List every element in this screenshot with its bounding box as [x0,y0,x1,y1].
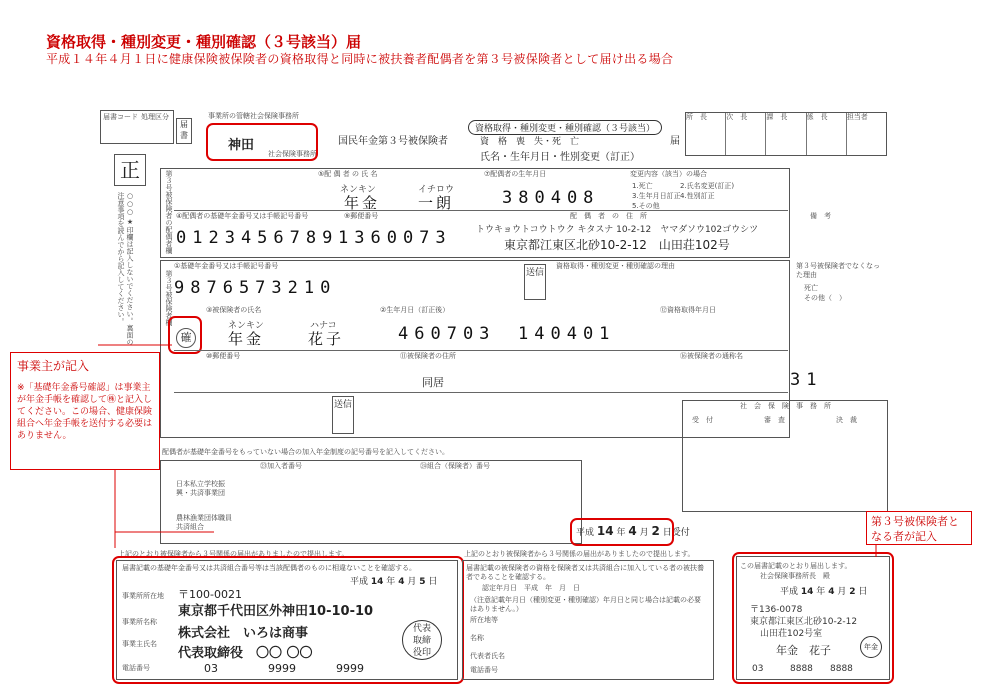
main-title-circled: 資格取得・種別変更・種別確認（３号該当） [468,120,662,135]
employer-rep-label: 事業主氏名 [122,640,157,648]
approval-4: 係 長 [807,113,847,155]
approval-2: 次 長 [726,113,766,155]
seal-line-3: 役印 [412,648,431,658]
seal-line-2: 取締 [412,636,431,646]
employer-rep: 代表取締役 〇〇 〇〇 [178,646,313,661]
insured-tel-2: 8888 [790,664,813,674]
employer-postal-label: 事業所所在地 [122,592,164,600]
employer-tel-label: 電話番号 [122,664,150,672]
middle-note: （注意記載年月日（種別変更・種別確認）年月日と同じ場合は記載の必要はありません。） [470,596,701,613]
insured-address-2: 山田荘102号室 [760,629,823,639]
emp-date-mu: 月 [407,577,417,587]
middle-date-line: 認定年月日 平成 年 月 日 [482,584,580,592]
received-day: 2 [651,524,660,538]
employer-callout [10,352,160,470]
ins-date-du: 日 [858,587,868,597]
spouse-dob: 380408 [502,188,600,208]
tokurei-value: 31 [790,370,823,390]
spouse-section-label: 第３号被保険者の配偶者欄 [165,170,173,254]
page-title: 資格取得・種別変更・種別確認（３号該当）届 [46,33,362,51]
soushin-box-1: 送信 [524,264,546,300]
insured-address-1: 東京都江東区北砂10-2-12 [750,617,858,627]
received-year: 14 [596,524,614,538]
insured-intro: この届書記載のとおり届出します。 [740,562,852,570]
emp-date-year: 14 [370,577,384,587]
soushin-box-2: 送信 [332,396,354,434]
insured-to: 社会保険事務所長 殿 [760,572,830,580]
change-option-3: 3.生年月日訂正 [632,192,681,200]
spouse-name-label: ⑤配 偶 者 の 氏 名 [318,170,378,178]
kyousai-col-1: ㉓加入者番号 [260,462,302,470]
middle-row-4: 電話番号 [470,666,498,674]
insured-postal: 〒136-0078 [750,605,803,615]
ins-date-year: 14 [800,587,814,597]
spouse-pension-no: 0123456789 [176,228,339,248]
main-title-line2: 氏名・生年月日・性別変更（訂正） [480,152,640,163]
change-option-4: 4.性別訂正 [680,192,715,200]
received-month-unit: 月 [639,528,649,538]
emp-date-du: 日 [428,577,438,587]
spouse-kana-mei: イチロウ [418,185,455,195]
approval-5: 担当者 [846,113,868,121]
received-day-unit: 日受付 [662,528,690,538]
employer-callout-title: 事業主が記入 [17,359,90,373]
insured-pension-no: 9876573210 [174,278,337,298]
employer-name-label: 事業所名称 [122,618,157,626]
insured-seal: 年金 [860,636,882,658]
received-month: 4 [628,524,637,538]
insured-tel-3: 8888 [830,664,853,674]
approval-1: 所 長 [686,113,726,155]
insured-section-label: 第３号被保険者欄 [165,270,173,326]
received-era: 平成 [576,528,595,538]
ins-date-yu: 年 [816,587,826,597]
main-title-rest: 資 格 喪 失・死 亡 [480,137,580,147]
middle-confirm: 届書記載の被保険者の資格を保険者又は共済組合に加入している者の被扶養者であることを確認する。 [466,564,704,581]
change-option-2: 2.氏名変更(訂正) [680,182,735,190]
emp-date-era: 平成 [350,577,369,587]
reason-label: 資格取得・種別変更・種別確認の理由 [556,262,675,270]
insured-sign-name: 年金 花子 [776,644,831,657]
insured-address-label: ⑪被保険者の住所 [400,352,456,360]
employer-intro: 上記のとおり被保険者から３号関係の届出がありましたので提出します。 [118,550,349,558]
insured-kanji-mei: 花子 [308,330,345,348]
ins-date-day: 2 [849,587,856,597]
left-instructions: ○○○ ★印欄は記入しないでください。裏面の注意事項を読んでから記入してください。 [117,192,134,346]
emp-date-day: 5 [419,577,426,587]
kaku-mark: 確 [176,328,196,348]
code-label-1: 届書コード [103,113,138,121]
employer-postal: 〒100-0021 [178,588,242,601]
insured-kana-mei: ハナコ [310,321,337,331]
middle-intro: 上記のとおり被保険者から３号関係の届出がありましたので提出します。 [464,550,695,558]
office-suffix: 社会保険事務所 [268,150,317,158]
main-title-suffix: 届 [670,136,680,147]
insured-pension-label: ①基礎年金番号又は手帳記号番号 [174,262,279,270]
kyousai-label: 配偶者が基礎年金番号をもっていない場合の加入年金制度の記号番号を記入してください。 [162,448,449,456]
seal-line-1: 代表 [412,624,431,634]
spouse-kanji-mei: 一朗 [418,194,455,212]
office-label: 事業所の管轄社会保険事務所 [208,112,299,120]
kyousai-row-1: 日本私立学校振興・共済事業団 [176,480,225,497]
change-option-5: 5.その他 [632,202,660,210]
acquire-date-label: ⑫資格取得年月日 [660,306,716,314]
ins-date-month: 4 [828,587,835,597]
employer-callout-note: ※「基礎年金番号確認」は事業主が年金手帳を確認して㊑と記入してください。この場合、健康保険組合へ年金手帳を送付する必要はありません。 [17,383,153,441]
middle-row-2: 名称 [470,634,484,642]
emp-date-yu: 年 [386,577,396,587]
spouse-address-kana: トウキョウトコウトウク キタスナ 10-2-12 ヤマダソウ102ゴウシツ [476,225,759,235]
reason-option-2: その他（ ） [804,294,846,302]
change-option-1: 1.死亡 [632,182,653,190]
insured-postal-label: ⑩郵便番号 [206,352,241,360]
insured-kana-sei: ネンキン [228,321,264,331]
insured-kanji-sei: 年金 [228,330,265,348]
employer-name: 株式会社 いろは商事 [178,626,309,641]
office-name: 神田 [228,138,255,153]
postal-label: ⑨郵便番号 [344,212,379,220]
insured-name-label: ③被保険者の氏名 [206,306,262,314]
reason-option-1: 死亡 [804,284,818,292]
remarks-label: 備 考 [810,212,831,220]
kyousai-col-2: ㉔組合（保険者）番号 [420,462,490,470]
middle-row-3: 代表者氏名 [470,652,505,660]
office-receipt-2: 審 査 [764,416,785,424]
office-receipt-1: 受 付 [692,416,713,424]
insured-callout: 第３号被保険者となる者が記入 [866,511,972,545]
insured-dob: 460703 [398,324,496,344]
approval-3: 課 長 [766,113,806,155]
employer-confirm: 届書記載の基礎年金番号又は共済組合番号等は当該配偶者のものに相違ないことを確認する。 [122,564,416,572]
received-year-unit: 年 [616,528,626,538]
employer-address: 東京都千代田区外神田10-10-10 [178,604,374,619]
acquire-date: 140401 [518,324,616,344]
office-area-title: 社 会 保 険 事 務 所 [740,402,831,410]
main-title-prefix: 国民年金第３号被保険者 [338,136,448,147]
sei-mark: 正 [114,154,146,186]
code-label-2: 処理区分 [141,113,169,121]
emp-date-month: 4 [398,577,405,587]
page-subtitle: 平成１４年４月１日に健康保険被保険者の資格取得と同時に被扶養者配偶者を第３号被保険者として届け出る場合 [46,52,674,66]
employer-tel-1: 03 [204,662,218,675]
change-label: 変更内容（該当）の場合 [630,170,707,178]
alias-label: ⑯被保険者の通称名 [680,352,743,360]
kyousai-row-2: 農林漁業団体職員共済組合 [176,514,232,531]
spouse-kanji-sei: 年金 [344,194,381,212]
spouse-address-label: 配 偶 者 の 住 所 [570,212,647,220]
spouse-postal: 1360073 [338,228,452,248]
middle-row-1: 所在地等 [470,616,498,624]
insured-address: 同居 [422,376,444,389]
employer-tel-3: 9999 [336,662,364,675]
spouse-kana-sei: ネンキン [340,185,376,195]
insured-dob-label: ②生年月日（訂正後） [380,306,450,314]
spouse-address: 東京都江東区北砂10-2-12 山田荘102号 [504,238,730,252]
reason-no-longer: 第３号被保険者でなくなった理由 [796,262,880,279]
ins-date-mu: 月 [837,587,847,597]
office-receipt-3: 決 裁 [836,416,857,424]
pension-no-label: ④配偶者の基礎年金番号又は手帳記号番号 [176,212,309,220]
sho-mark: 届書 [176,118,192,144]
employer-tel-2: 9999 [268,662,296,675]
insured-tel-1: 03 [752,664,764,674]
ins-date-era: 平成 [780,587,799,597]
spouse-dob-label: ⑦配偶者の生年月日 [484,170,547,178]
